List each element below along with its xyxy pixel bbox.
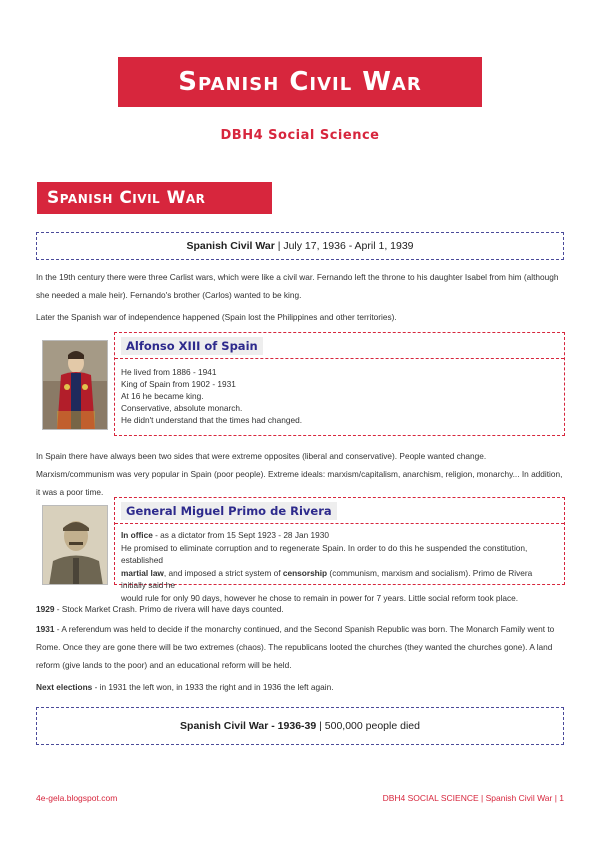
alfonso-fact: At 16 he became king. [121, 391, 204, 401]
alfonso-fact: Conservative, absolute monarch. [121, 403, 243, 413]
timeline-next-label: Next elections [36, 682, 93, 692]
callout-casualties-label: Spanish Civil War - 1936-39 [180, 720, 317, 732]
alfonso-name: Alfonso XIII of Spain [121, 337, 263, 355]
primo-fact: He promised to eliminate corruption and to regenerate Spain. In order to do this he suspended the constitution, established [121, 542, 528, 565]
primo-name: General Miguel Primo de Rivera [121, 502, 337, 520]
alfonso-facts [121, 366, 558, 426]
alfonso-fact: He lived from 1886 - 1941 [121, 367, 217, 377]
timeline-next-elections [36, 678, 564, 696]
section-heading [37, 182, 272, 214]
primo-fact: would rule for only 90 days, however he chose to remain in power for 7 years. Little social reform took place. [121, 592, 519, 603]
alfonso-fact: He didn't understand that the times had changed. [121, 415, 303, 425]
timeline-1931-text: - A referendum was held to decide if the monarchy continued, and the Second Spanish Republic was born. The Monarch Family went to Rome. Once they are gone there will be two extremes (chaos). The republicans looted the churches (they wanted the churches gone). A land reform (give lands to the poor) and an educational reform will be held. [36, 624, 555, 670]
timeline-1931 [36, 620, 564, 674]
timeline-1929-text: - Stock Market Crash. Primo de rivera will have days counted. [54, 604, 284, 614]
callout-casualties [36, 707, 564, 745]
primo-term-martial-law: martial law [121, 567, 164, 578]
alfonso-divider [115, 358, 564, 359]
alfonso-bio-box [114, 332, 565, 436]
primo-term-end: (communism, marxism and socialism). Primo de Rivera initially said he [121, 567, 533, 590]
document-title-banner [118, 57, 482, 107]
primo-office-text: - as a dictator from 15 Sept 1923 - 28 Jan 1930 [152, 530, 329, 540]
callout-dates-label: Spanish Civil War [186, 240, 275, 252]
primo-facts [121, 529, 558, 604]
callout-casualties-text: | 500,000 people died [316, 720, 420, 732]
alfonso-fact: King of Spain from 1902 - 1931 [121, 379, 236, 389]
timeline-next-text: - in 1931 the left won, in 1933 the right and in 1936 the left again. [92, 682, 334, 692]
document-title: Spanish Civil War [178, 67, 422, 97]
document-subtitle: DBH4 Social Science [220, 128, 380, 143]
primo-term-censorship: censorship [282, 567, 328, 578]
primo-fact-terms [121, 567, 558, 592]
primo-bio-box [114, 497, 565, 603]
timeline-1929 [36, 600, 564, 618]
primo-term-text: , and imposed a strict system of [163, 567, 283, 578]
intro-paragraph-1: In the 19th century there were three Carlist wars, which were like a civil war. Fernando left the throne to his daughter Isabel from him (although she needed a male heir). Fernando's brother (Carlos) wanted to be king. [36, 272, 559, 300]
primo-office-label: In office [121, 530, 153, 540]
callout-dates-text: | July 17, 1936 - April 1, 1939 [274, 240, 414, 252]
timeline-1931-year: 1931 [36, 624, 55, 634]
middle-paragraph: In Spain there have always been two sides that were extreme opposites (liberal and conservative). People wanted change. Marxism/communism was very popular in Spain (poor people). Extreme ideals: marxism/capitalism, anarchism, religion, monarchy... In addition, it was a poor time. [36, 451, 563, 497]
intro-paragraph-2: Later the Spanish war of independence happened (Spain lost the Philippines and other territories). [36, 312, 397, 322]
footer-link[interactable]: 4e-gela.blogspot.com [36, 793, 118, 803]
timeline-1929-year: 1929 [36, 604, 55, 614]
section-heading-text: Spanish Civil War [47, 188, 206, 208]
footer-page-info: DBH4 SOCIAL SCIENCE | Spanish Civil War | 1 [382, 793, 564, 803]
alfonso-portrait-image [42, 340, 108, 430]
primo-divider [115, 523, 564, 524]
primo-portrait-image [42, 505, 108, 585]
primo-office-line [121, 529, 558, 542]
callout-dates [36, 232, 564, 260]
